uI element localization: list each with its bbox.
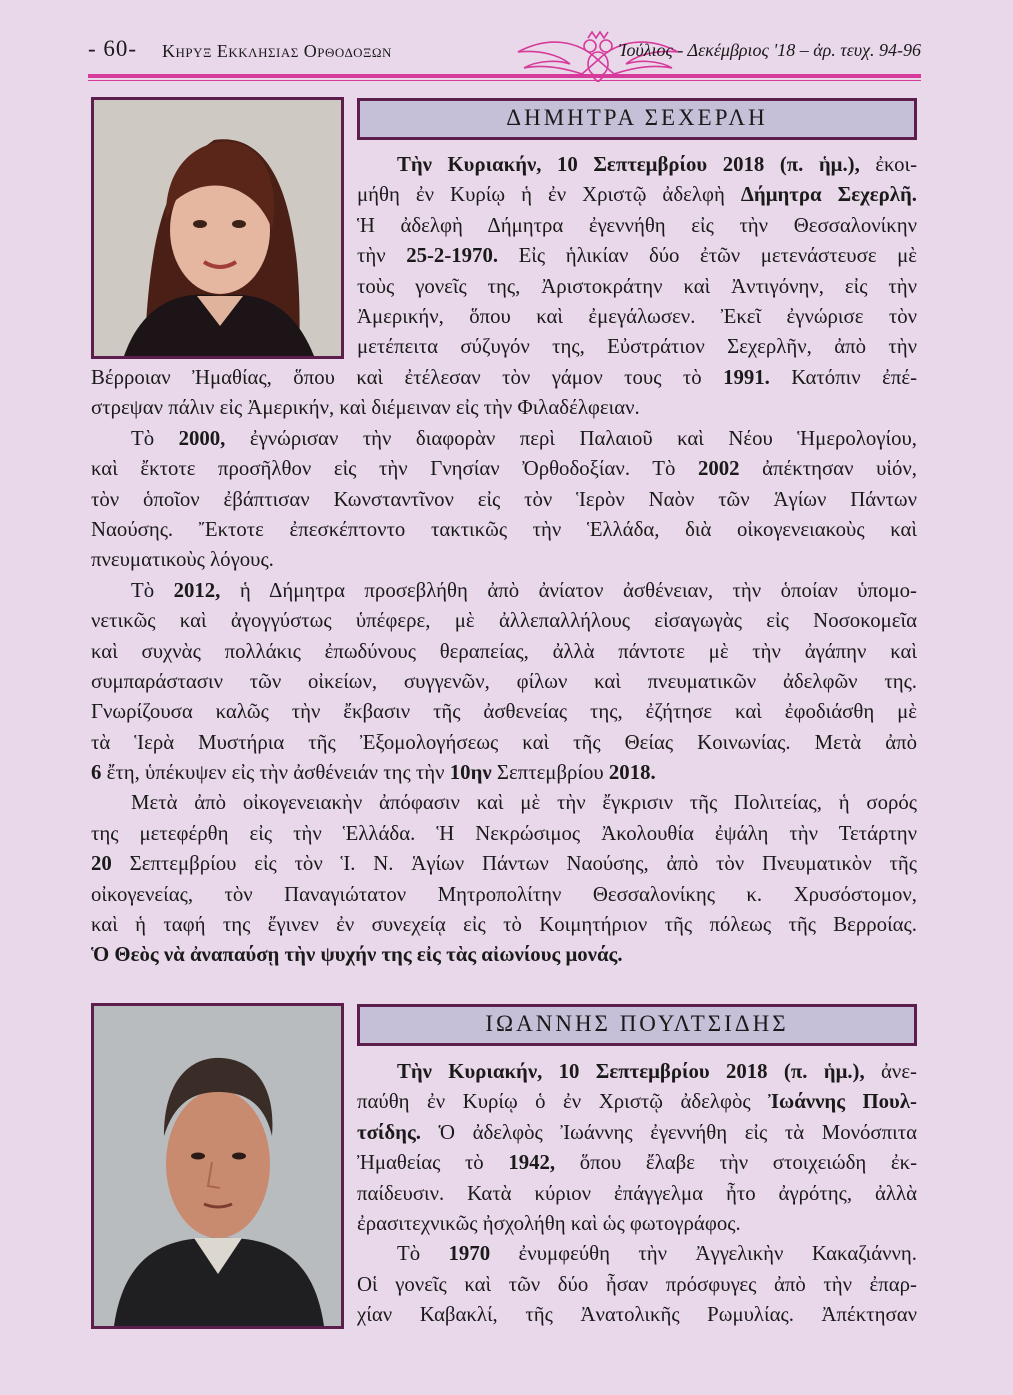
text-line: Ἡ ἀδελφὴ Δήμητρα ἐγεννήθη εἰς τὴν Θεσσαλονίκην <box>357 213 917 237</box>
text-line: καὶ συχνὰς πολλάκις ἐπωδύνους θεραπείας, ἀλλὰ πάντοτε μὲ τὴν ἀγάπην καὶ <box>91 639 917 663</box>
text-line: παύθη ἐν Κυρίῳ ὁ ἐν Χριστῷ ἀδελφὸς Ἰωάννης Πουλ- <box>357 1090 917 1114</box>
text-line: χίαν Καβακλί, τῆς Ἀνατολικῆς Ρωμυλίας. Ἀπέκτησαν <box>357 1303 917 1327</box>
text-line: 6 ἔτη, ὑπέκυψεν εἰς τὴν ἀσθένειάν της τὴν 10ην Σεπτεμβρίου 2018. <box>91 761 656 785</box>
header-rule <box>88 74 921 78</box>
text-line: συμπαράστασιν τῶν οἰκείων, συγγενῶν, φίλων καὶ πνευματικῶν ἀδελφῶν της. <box>91 669 917 693</box>
text-line: Ὁ Θεὸς νὰ ἀναπαύσῃ τὴν ψυχήν της εἰς τὰς αἰωνίους μονάς. <box>91 943 623 967</box>
text-line: τὸν ὁποῖον ἐβάπτισαν Κωνσταντῖνον εἰς τὸν Ἱερὸν Ναὸν τῶν Ἁγίων Πάντων <box>91 487 917 511</box>
header-rule-thin <box>88 80 921 81</box>
text-line: μετέπειτα σύζυγόν της, Εὐστράτιον Σεχερλῆν, ἀπὸ τὴν <box>357 335 917 359</box>
page-header <box>88 30 921 80</box>
text-line: καὶ ἡ ταφή της ἔγινεν ἐν συνεχείᾳ εἰς τὸ Κοιμητήριον τῆς πόλεως τῆς Βερροίας. <box>91 913 917 937</box>
text-line: τὰ Ἱερὰ Μυστήρια τῆς Ἐξομολογήσεως καὶ τῆς Θείας Κοινωνίας. Μετὰ ἀπὸ <box>91 730 917 754</box>
obituary-name-heading: ΙΩΑΝΝΗΣ ΠΟΥΛΤΣΙΔΗΣ <box>357 1004 917 1046</box>
text-line: τὴν 25-2-1970. Εἰς ἡλικίαν δύο ἐτῶν μετενάστευσε μὲ <box>357 244 917 268</box>
text-line: Μετὰ ἀπὸ οἰκογενειακὴν ἀπόφασιν καὶ μὲ τὴν ἔγκρισιν τῆς Πολιτείας, ἡ σορός <box>131 791 917 815</box>
portrait-photo-woman <box>91 97 344 359</box>
text-line: Ἠμαθείας τὸ 1942, ὅπου ἔλαβε τὴν στοιχειώδη ἐκ- <box>357 1151 917 1175</box>
text-line: νετικῶς καὶ ἀγογγύστως ὑπέφερε, μὲ ἀλλεπαλλήλους εἰσαγωγὰς εἰς Νοσοκομεῖα <box>91 609 917 633</box>
text-line: Βέρροιαν Ἠμαθίας, ὅπου καὶ ἐτέλεσαν τὸν γάμον τους τὸ 1991. Κατόπιν ἐπέ- <box>91 366 917 389</box>
page-number: - 60- <box>88 36 138 61</box>
text-line: παίδευσιν. Κατὰ κύριον ἐπάγγελμα ἦτο ἀγρότης, ἀλλὰ <box>357 1181 917 1205</box>
obituary-text-1a <box>357 150 917 363</box>
text-line: τοὺς γονεῖς της, Ἀριστοκράτην καὶ Ἀντιγόνην, εἰς τὴν <box>357 274 917 298</box>
text-line: ἐρασιτεχνικῶς ἠσχολήθη καὶ ὡς φωτογράφος. <box>357 1211 741 1235</box>
text-line: Τὴν Κυριακήν, 10 Σεπτεμβρίου 2018 (π. ἡμ.), ἐκοι- <box>397 153 917 176</box>
portrait-photo-man <box>91 1003 344 1329</box>
text-line: στρεψαν πάλιν εἰς Ἀμερικήν, καὶ διέμειναν εἰς τὴν Φιλαδέλφειαν. <box>91 396 640 420</box>
issue-info: Ἰούλιος - Δεκέμβριος '18 – ἀρ. τευχ. 94-96 <box>618 40 921 60</box>
text-line: τσίδης. Ὁ ἀδελφὸς Ἰωάννης ἐγεννήθη εἰς τὰ Μονόσπιτα <box>357 1120 917 1144</box>
text-line: Τὸ 1970 ἐνυμφεύθη τὴν Ἀγγελικὴν Κακαζιάννη. <box>397 1242 917 1266</box>
text-line: της μετεφέρθη εἰς τὴν Ἑλλάδα. Ἡ Νεκρώσιμος Ἀκολουθία ἐψάλη τὴν Τετάρτην <box>91 821 917 845</box>
journal-title: Κηρυξ Εκκλησιας Ορθοδοξων <box>162 41 392 61</box>
obituary-text-2 <box>357 1057 917 1331</box>
text-line: 20 Σεπτεμβρίου εἰς τὸν Ἱ. Ν. Ἁγίων Πάντων Ναούσης, ἀπὸ τὸν Πνευματικὸν τῆς <box>91 852 917 876</box>
obituary-text-1b <box>91 363 917 971</box>
text-line: Ἀμερικήν, ὅπου καὶ ἐμεγάλωσεν. Ἐκεῖ ἐγνώρισε τὸν <box>357 304 917 328</box>
text-line: Τὸ 2012, ἡ Δήμητρα προσεβλήθη ἀπὸ ἀνίατον ἀσθένειαν, τὴν ὁποίαν ὑπομο- <box>131 578 917 602</box>
text-line: Τὸ 2000, ἐγνώρισαν τὴν διαφορὰν περὶ Παλαιοῦ καὶ Νέου Ἡμερολογίου, <box>131 426 917 450</box>
text-line: Γνωρίζουσα καλῶς τὴν ἔκβασιν τῆς ἀσθενείας της, ἐζήτησε καὶ ἐφοδιάσθη μὲ <box>91 700 917 724</box>
text-line: Ναούσης. Ἔκτοτε ἐπεσκέπτοντο τακτικῶς τὴν Ἑλλάδα, διὰ οἰκογενειακοὺς καὶ <box>91 517 917 541</box>
text-line: οἰκογενείας, τὸν Παναγιώτατον Μητροπολίτην Θεσσαλονίκης κ. Χρυσόστομον, <box>91 882 917 906</box>
text-line: πνευματικοὺς λόγους. <box>91 548 274 572</box>
text-line: μήθη ἐν Κυρίῳ ἡ ἐν Χριστῷ ἀδελφὴ Δήμητρα Σεχερλῆ. <box>357 183 917 207</box>
text-line: Τὴν Κυριακήν, 10 Σεπτεμβρίου 2018 (π. ἡμ.), ἀνε- <box>397 1060 917 1083</box>
text-line: καὶ ἔκτοτε προσῆλθον εἰς τὴν Γνησίαν Ὀρθοδοξίαν. Τὸ 2002 ἀπέκτησαν υἱόν, <box>91 457 917 481</box>
text-line: Οἱ γονεῖς καὶ τῶν δύο ἦσαν πρόσφυγες ἀπὸ τὴν ἐπαρ- <box>357 1272 917 1296</box>
obituary-name-heading: ΔΗΜΗΤΡΑ ΣΕΧΕΡΛΗ <box>357 98 917 140</box>
